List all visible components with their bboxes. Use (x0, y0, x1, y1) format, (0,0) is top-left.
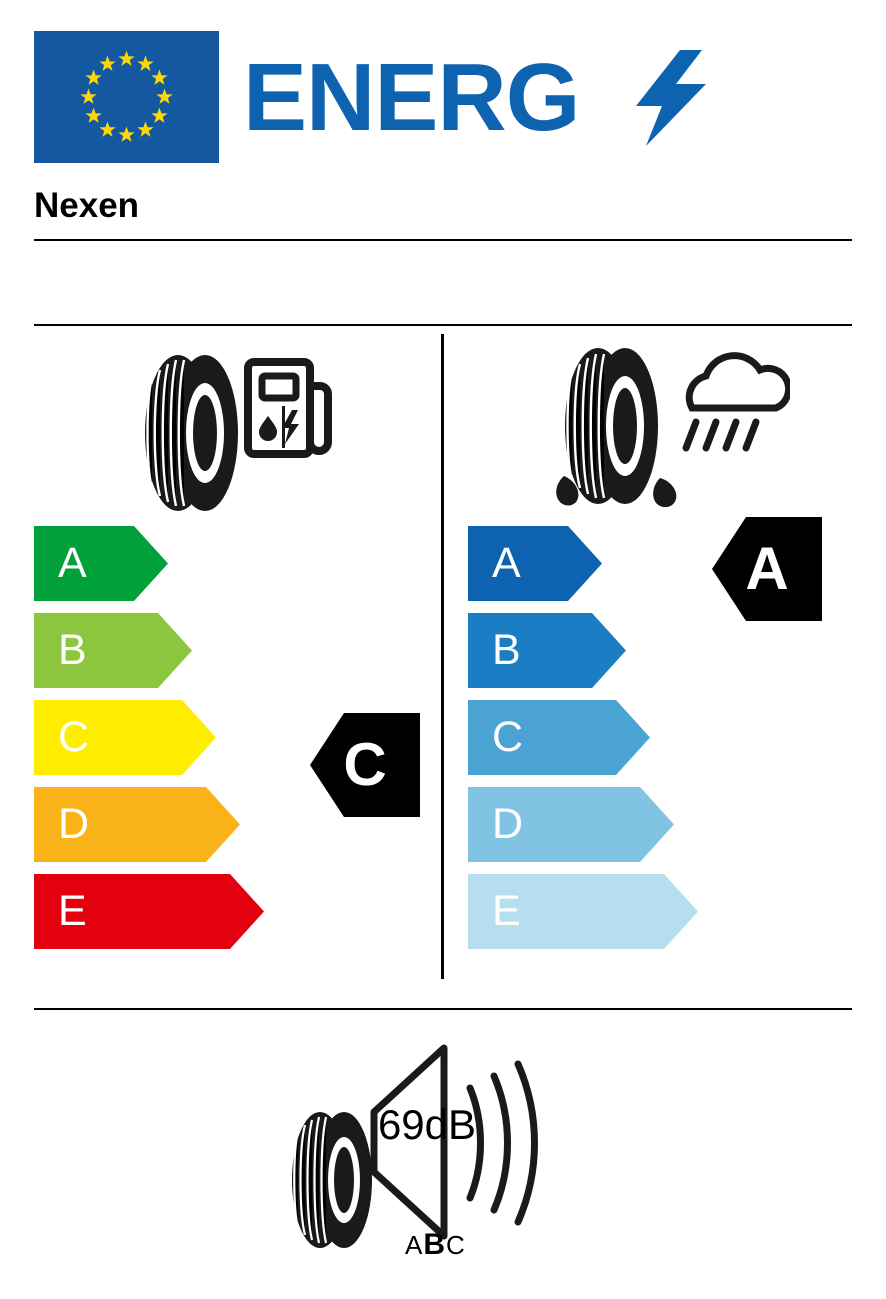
grade-letter-text: A (58, 539, 87, 587)
grade-letter-text: E (492, 887, 521, 935)
grade-row (34, 700, 216, 775)
eu-flag-icon (34, 31, 219, 163)
wet-grip-result-marker (712, 517, 822, 621)
grade-letter (468, 787, 674, 862)
grade-letter (468, 700, 650, 775)
grade-letter-text: C (492, 713, 524, 761)
noise-class-c: C (446, 1230, 466, 1260)
divider-top (34, 239, 852, 241)
noise-value: 69dB (377, 1101, 477, 1148)
grade-letter (34, 787, 240, 862)
grade-row (468, 526, 602, 601)
grade-letter-text: D (58, 800, 90, 848)
marker-letter: A (745, 535, 789, 602)
energy-label-wordmark: ENERG (243, 44, 580, 151)
grade-letter (468, 613, 626, 688)
rain-cloud-icon (686, 356, 789, 448)
divider-noise (34, 1008, 852, 1010)
grade-letter (468, 526, 602, 601)
tyre-icon (292, 1112, 372, 1248)
grade-letter (34, 874, 264, 949)
grade-row (34, 874, 264, 949)
grade-row (468, 700, 650, 775)
grade-letter (34, 613, 192, 688)
grade-letter-text: D (492, 800, 524, 848)
grade-row (34, 526, 168, 601)
grade-letter (468, 874, 698, 949)
noise-class-scale (405, 1228, 466, 1262)
wet-grip-pictogram (540, 348, 790, 523)
grade-row (468, 787, 674, 862)
fuel-efficiency-pictogram (122, 348, 332, 518)
noise-pictogram (280, 1040, 600, 1260)
grade-letter-text: B (492, 626, 521, 674)
grade-letter-text: B (58, 626, 87, 674)
noise-class-b-selected: B (423, 1228, 447, 1261)
grade-letter (34, 526, 168, 601)
divider-vertical (441, 334, 444, 979)
marker-letter: C (343, 731, 387, 798)
divider-sections (34, 324, 852, 326)
grade-letter-text: C (58, 713, 90, 761)
grade-row (34, 613, 192, 688)
wet-grip-grades (468, 526, 698, 961)
grade-letter-text: A (492, 539, 521, 587)
lightning-bolt-icon (636, 50, 706, 146)
fuel-pump-icon (248, 362, 328, 454)
noise-class-a: A (405, 1230, 424, 1260)
grade-letter (34, 700, 216, 775)
grade-row (468, 613, 626, 688)
brand-name: Nexen (34, 186, 140, 225)
fuel-efficiency-result-marker (310, 713, 420, 817)
grade-row (34, 787, 240, 862)
grade-row (468, 874, 698, 949)
tyre-icon (145, 355, 238, 511)
grade-letter-text: E (58, 887, 87, 935)
tyre-icon (565, 348, 658, 504)
fuel-efficiency-grades (34, 526, 264, 961)
